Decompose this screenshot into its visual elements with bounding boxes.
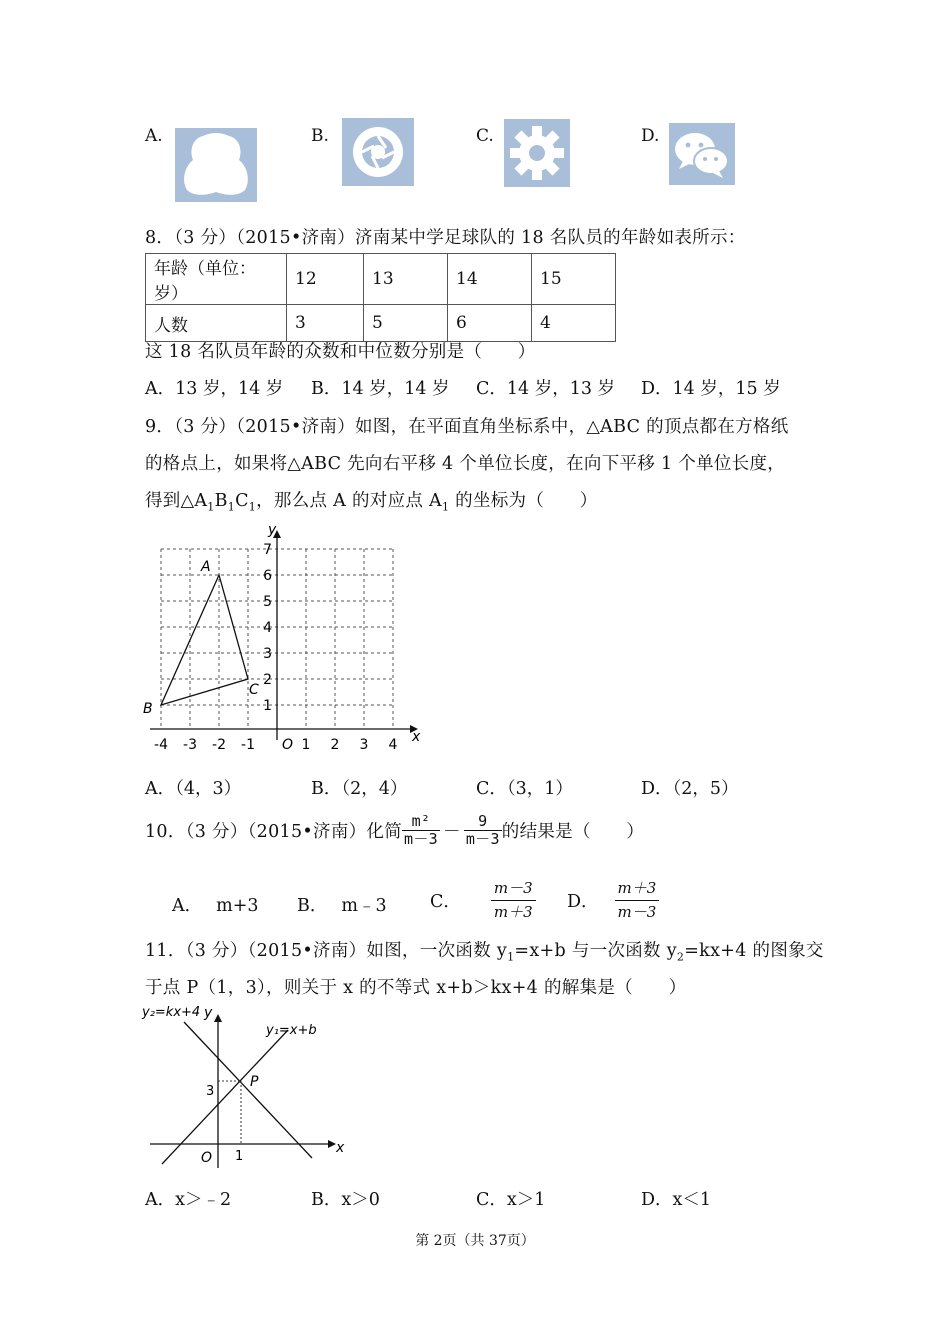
- text: 11．（3 分）（2015•济南）如图，一次函数 y: [145, 941, 508, 961]
- option-fraction: [615, 880, 660, 922]
- x-axis-label: x: [412, 729, 421, 745]
- q8-question: 这 18 名队员年龄的众数和中位数分别是（ ）: [145, 342, 536, 362]
- point-b-label: B: [143, 701, 153, 717]
- y-tick: 5: [263, 594, 272, 610]
- subscript: 1: [248, 500, 257, 514]
- option-text: m+3: [216, 896, 259, 916]
- q11-option-c: C．x＞1: [476, 1190, 546, 1210]
- y-axis-label: y: [268, 522, 277, 538]
- table-cell: 6: [448, 305, 532, 342]
- q7-option-c-label: C.: [476, 126, 494, 146]
- table-cell: 年龄（单位：岁）: [146, 254, 287, 305]
- y-tick: 2: [263, 672, 272, 688]
- subscript: 1: [227, 500, 236, 514]
- point-a-label: A: [201, 559, 211, 575]
- q11-function-graph: [140, 998, 360, 1170]
- minus-sign: －: [443, 822, 461, 843]
- x-tick: 3: [359, 737, 369, 753]
- numerator: m－3: [491, 880, 536, 901]
- q8-option-b: B．14 岁，14 岁: [311, 379, 450, 399]
- denominator: m＋3: [493, 903, 533, 922]
- q7-option-a-label: A.: [145, 126, 163, 146]
- q8-option-c: C．14 岁，13 岁: [476, 379, 616, 399]
- y-axis-label: y: [204, 1005, 213, 1021]
- q11-option-d: D．x＜1: [641, 1190, 712, 1210]
- q10-option-d: [567, 880, 659, 922]
- table-cell: 3: [287, 305, 364, 342]
- x-tick: 4: [388, 737, 398, 753]
- x-tick: -1: [241, 737, 255, 753]
- point-c-label: C: [249, 682, 259, 698]
- q7-option-d-label: D.: [641, 126, 660, 146]
- x-tick: -3: [183, 737, 197, 753]
- table-cell: 5: [364, 305, 448, 342]
- table-cell: 14: [448, 254, 532, 305]
- q7-option-b-label: B.: [311, 126, 329, 146]
- text: C: [235, 491, 249, 511]
- x-axis-arrow: [328, 1140, 336, 1148]
- option-label: D．: [567, 892, 599, 913]
- table-cell: 12: [287, 254, 364, 305]
- fraction-9-over-m-minus-3: [464, 813, 502, 849]
- q9-line-1: 9．（3 分）（2015•济南）如图，在平面直角坐标系中，△ABC 的顶点都在方格纸: [145, 417, 789, 437]
- camera-shutter-icon: [342, 118, 414, 191]
- penguin-icon: [175, 128, 257, 207]
- option-label: B．: [297, 896, 328, 916]
- y-tick: 1: [263, 698, 272, 714]
- q8-stem: 8．（3 分）（2015•济南）济南某中学足球队的 18 名队员的年龄如表所示：: [145, 228, 746, 248]
- q9-option-b: B．（2，4）: [311, 779, 408, 799]
- text: =x+b 与一次函数 y: [514, 941, 677, 961]
- x-axis-label: x: [336, 1140, 345, 1156]
- table-row: [146, 305, 616, 342]
- x-tick: 1: [301, 737, 311, 753]
- y-value-label: 3: [206, 1084, 215, 1099]
- table-cell: 4: [532, 305, 616, 342]
- x-tick: -4: [154, 737, 168, 753]
- q11-line-2: 于点 P（1，3），则关于 x 的不等式 x+b＞kx+4 的解集是（ ）: [145, 978, 687, 998]
- q9-line-2: 的格点上，如果将△ABC 先向右平移 4 个单位长度，在向下平移 1 个单位长度，: [145, 454, 786, 474]
- y2-label: y₂=kx+4: [142, 1005, 201, 1020]
- point-p-label: P: [250, 1074, 259, 1090]
- q10-option-c: [430, 880, 536, 922]
- y-tick: 7: [263, 542, 272, 558]
- text: B: [214, 491, 228, 511]
- q8-option-d: D．14 岁，15 岁: [641, 379, 781, 399]
- y-tick: 4: [263, 620, 272, 636]
- text: =kx+4 的图象交: [684, 941, 824, 961]
- q9-option-d: D．（2，5）: [641, 779, 739, 799]
- subscript: 1: [207, 500, 215, 514]
- option-label: C．: [430, 892, 461, 913]
- numerator: m＋3: [615, 880, 660, 901]
- subscript: 1: [441, 500, 450, 514]
- table-cell: 13: [364, 254, 448, 305]
- origin-label: O: [282, 737, 294, 753]
- line-y2: [184, 1022, 312, 1158]
- text: 得到△A: [145, 491, 208, 511]
- numerator: 9: [464, 813, 502, 831]
- subscript: 1: [507, 950, 515, 964]
- table-cell: 15: [532, 254, 616, 305]
- triangle-abc: [161, 575, 248, 705]
- q11-option-a: A．x＞﹣2: [145, 1190, 232, 1210]
- q10-option-b: [297, 892, 387, 917]
- q9-option-c: C．（3，1）: [476, 779, 573, 799]
- text: 的结果是（ ）: [501, 822, 645, 843]
- q10-option-a: [172, 892, 259, 917]
- denominator: m－3: [404, 830, 438, 849]
- q11-option-b: B．x＞0: [311, 1190, 380, 1210]
- origin-label: O: [201, 1150, 213, 1166]
- gear-icon: [504, 119, 570, 192]
- x-tick: -2: [212, 737, 226, 753]
- text: ，那么点 A 的对应点 A: [256, 491, 442, 511]
- subscript: 2: [676, 950, 685, 964]
- x-tick-labels: [154, 737, 398, 753]
- numerator: m²: [402, 813, 440, 831]
- option-label: A．: [172, 896, 203, 916]
- text: 10．（3 分）（2015•济南）化简: [145, 822, 403, 843]
- x-value-label: 1: [235, 1149, 244, 1164]
- q9-option-a: A．（4，3）: [145, 779, 242, 799]
- page-footer: 第 2页（共 37页）: [415, 1233, 535, 1249]
- q8-option-a: A．13 岁，14 岁: [145, 379, 284, 399]
- q9-line-3: [145, 487, 598, 514]
- denominator: m－3: [465, 830, 500, 849]
- option-fraction: [491, 880, 536, 922]
- y1-label: y₁=x+b: [266, 1023, 317, 1038]
- fraction-m2-over-m-minus-3: [402, 813, 440, 849]
- text: 的坐标为（ ）: [449, 491, 598, 511]
- q9-coordinate-grid: [140, 522, 430, 758]
- wechat-icon: [669, 123, 735, 190]
- table-cell: 人数: [146, 305, 287, 342]
- q11-line-1: [145, 937, 824, 964]
- q10-stem: [145, 813, 644, 849]
- denominator: m－3: [617, 903, 657, 922]
- y-tick-labels: [263, 542, 272, 714]
- table-row: [146, 254, 616, 305]
- x-tick: 2: [330, 737, 340, 753]
- y-axis-arrow: [214, 1014, 222, 1022]
- y-tick: 3: [263, 646, 272, 662]
- age-table: [145, 253, 616, 342]
- option-text: m﹣3: [341, 896, 387, 916]
- y-tick: 6: [263, 568, 272, 584]
